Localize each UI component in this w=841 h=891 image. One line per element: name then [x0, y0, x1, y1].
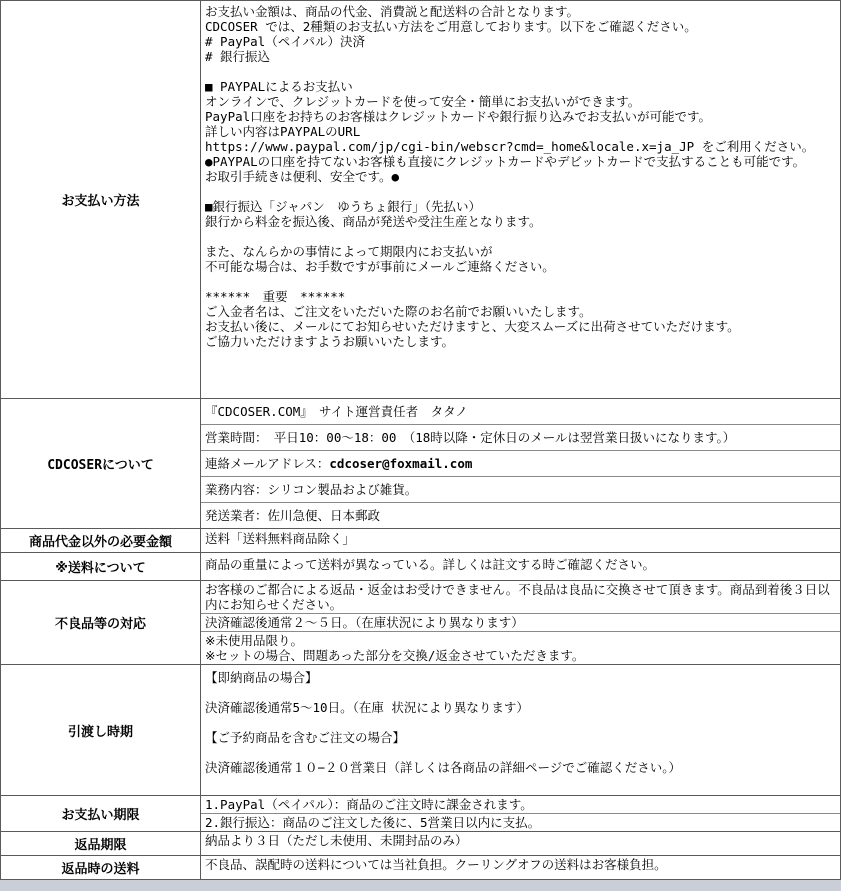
text-span: 連絡メールアドレス：: [205, 456, 330, 471]
row-content: [201, 1, 840, 398]
row-label: 不良品等の対応: [1, 581, 201, 664]
text-line: ■銀行振込「ジャパン ゆうちょ銀行」（先払い）: [205, 199, 482, 214]
row-content: [201, 665, 840, 795]
content-cell: [201, 814, 840, 831]
text-line: 送料「送料無料商品除く」: [205, 531, 356, 546]
text-line: 銀行から料金を振込後、商品が発送や受注生産となります。: [205, 214, 542, 229]
row-content: [201, 856, 840, 879]
table-row: [1, 665, 840, 796]
text-line: ●PAYPALの口座を持てないお客様も直接にクレジットカードやデビットカードで支払することも可能です。: [205, 154, 806, 169]
row-label: 返品期限: [1, 832, 201, 855]
row-content: [201, 553, 840, 580]
content-cell: [201, 632, 840, 664]
text-line: 不良品、誤配時の送料については当社負担。クーリングオフの送料はお客様負担。: [205, 857, 667, 872]
table-row: [1, 796, 840, 832]
text-span: をご利用ください。: [694, 139, 815, 154]
text-line: 商品の重量によって送料が異なっている。詳しくは註文する時ご確認ください。: [205, 557, 656, 572]
table-row: [1, 832, 840, 856]
text-line: ご協力いただけますようお願いいたします。: [205, 334, 455, 349]
footer-strip: [0, 880, 841, 891]
text-line: 不可能な場合は、お手数ですが事前にメールご連絡ください。: [205, 259, 555, 274]
text-line: 発送業者：佐川急便、日本郵政: [205, 508, 381, 523]
table-row: [1, 529, 840, 553]
text-line: お支払い金額は、商品の代金、消費説と配送料の合計となります。: [205, 4, 580, 19]
table-row: [1, 553, 840, 581]
text-line: 2.銀行振込：商品のご注文した後に、5営業日以内に支払。: [205, 815, 541, 830]
text-line: また、なんらかの事情によって期限内にお支払いが: [205, 244, 493, 259]
row-content: [201, 832, 840, 855]
text-line: 業務内容：シリコン製品および雑貨。: [205, 482, 418, 497]
text-line: [205, 139, 836, 154]
row-label: お支払い方法: [1, 1, 201, 398]
text-line: お支払い後に、メールにてお知らせいただけますと、大変スムーズに出荷させていただけます。: [205, 319, 740, 334]
content-cell: [201, 856, 840, 879]
blank-line: [205, 745, 836, 760]
row-label: 引渡し時期: [1, 665, 201, 795]
content-cell: [201, 477, 840, 503]
table-row: [1, 581, 840, 665]
text-line: 1.PayPal（ペイパル）：商品のご注文時に課金されます。: [205, 797, 533, 812]
text-line: オンラインで、クレジットカードを使って安全・簡単にお支払いができます。: [205, 94, 641, 109]
blank-line: [205, 715, 836, 730]
text-line: お取引手続きは便利、安全です。●: [205, 169, 400, 184]
row-label: ※送料について: [1, 553, 201, 580]
row-content: [201, 581, 840, 664]
paypal-url: https://www.paypal.com/jp/cgi-bin/webscr?cmd=_home&locale.x=ja_JP: [205, 139, 695, 154]
row-content: [201, 399, 840, 528]
row-label: 商品代金以外の必要金額: [1, 529, 201, 552]
text-line: 『CDCOSER.COM』 サイト運営責任者 タタノ: [205, 404, 468, 419]
text-line: 決済確認後通常5〜10日。（在庫 状況により異なります）: [205, 700, 529, 715]
content-cell: [201, 399, 840, 425]
text-line: # PayPal（ペイパル）決済: [205, 34, 365, 49]
blank-line: [205, 274, 836, 289]
content-cell: [201, 553, 840, 580]
content-cell: [201, 451, 840, 477]
text-line: CDCOSER では、2種類のお支払い方法をご用意しております。以下をご確認ください。: [205, 19, 697, 34]
content-cell: [201, 832, 840, 855]
text-line: 【即納商品の場合】: [205, 670, 318, 685]
content-cell: [201, 529, 840, 552]
blank-line: [205, 64, 836, 79]
text-line: PayPal口座をお持ちのお客様はクレジットカードや銀行振り込みでお支払いが可能です。: [205, 109, 711, 124]
content-cell: [201, 665, 840, 795]
text-line: ****** 重要 ******: [205, 289, 346, 304]
text-line: ご入金者名は、ご注文をいただいた際のお名前でお願いいたします。: [205, 304, 592, 319]
content-cell: [201, 425, 840, 451]
text-line: ※未使用品限り。: [205, 633, 303, 648]
row-label: CDCOSERについて: [1, 399, 201, 528]
row-content: [201, 796, 840, 831]
blank-line: [205, 685, 836, 700]
text-line: 詳しい内容はPAYPALのURL: [205, 124, 361, 139]
content-cell: [201, 581, 840, 614]
text-line: ■ PAYPALによるお支払い: [205, 79, 353, 94]
text-line: 営業時間： 平日10：00〜18：00 （18時以降・定休日のメールは翌営業日扱いになります。）: [205, 430, 736, 445]
table-row: [1, 1, 840, 399]
contact-email: cdcoser@foxmail.com: [329, 456, 473, 471]
text-line: 決済確認後通常１０−２０営業日（詳しくは各商品の詳細ページでご確認ください。）: [205, 760, 682, 775]
row-content: [201, 529, 840, 552]
text-line: 決済確認後通常２〜５日。（在庫状況により異なります）: [205, 615, 524, 630]
text-line: 【ご予約商品を含むご注文の場合】: [205, 730, 406, 745]
text-line: ※セットの場合、問題あった部分を交換/返金させていただきます。: [205, 648, 585, 663]
content-cell: [201, 614, 840, 632]
content-cell: [201, 503, 840, 528]
table-row: [1, 856, 840, 880]
blank-line: [205, 229, 836, 244]
table-row: [1, 399, 840, 529]
text-line: 納品より３日（ただし未使用、未開封品のみ）: [205, 833, 468, 848]
text-line: # 銀行振込: [205, 49, 271, 64]
content-cell: [201, 1, 840, 398]
text-line: [205, 456, 836, 471]
row-label: お支払い期限: [1, 796, 201, 831]
blank-line: [205, 184, 836, 199]
content-cell: [201, 796, 840, 814]
text-line: お客様のご都合による返品・返金はお受けできません。不良品は良品に交換させて頂きます。商品到着後３日以内にお知らせください。: [205, 582, 830, 612]
row-label: 返品時の送料: [1, 856, 201, 879]
